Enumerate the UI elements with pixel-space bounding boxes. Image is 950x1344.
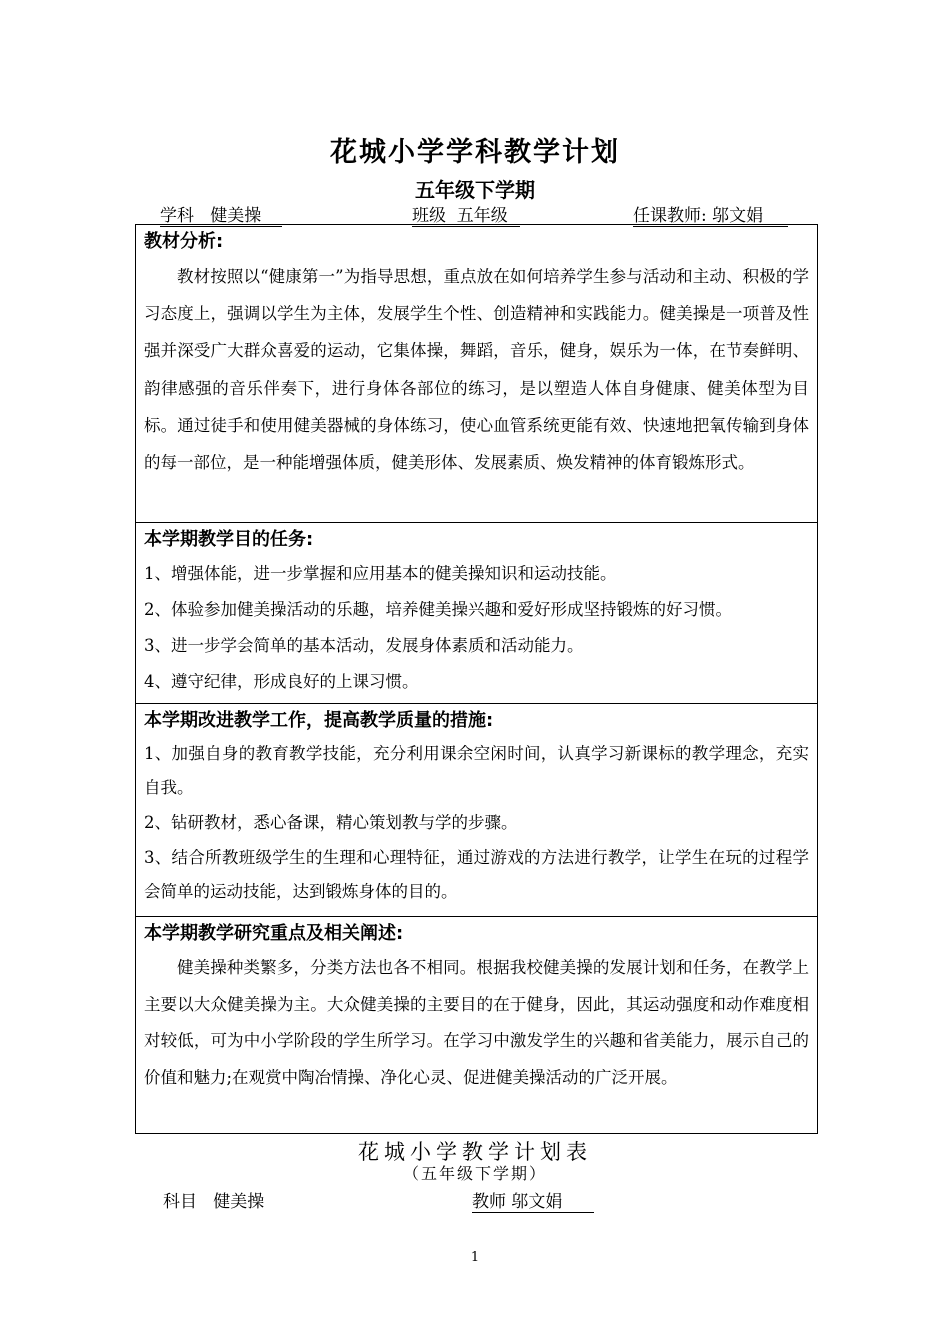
section-analysis bbox=[136, 225, 817, 523]
subject-field: 学科 健美操 bbox=[160, 201, 282, 227]
measure-item-1: 1、加强自身的教育教学技能，充分利用课余空闲时间，认真学习新课标的教学理念，充实自我。 bbox=[144, 744, 809, 797]
measure-item-2: 2、钻研教材，悉心备课，精心策划教与学的步骤。 bbox=[144, 813, 518, 832]
section-goals bbox=[136, 523, 817, 704]
goal-item-4: 4、遵守纪律，形成良好的上课习惯。 bbox=[144, 672, 419, 691]
goals-heading: 本学期教学目的任务: bbox=[144, 529, 314, 550]
plan-table-subtitle: （五年级下学期） bbox=[402, 1164, 547, 1183]
plan-table-title: 花城小学教学计划表 bbox=[358, 1140, 592, 1164]
section-measures bbox=[136, 704, 817, 917]
page-subtitle: 五年级下学期 bbox=[415, 178, 535, 202]
analysis-heading: 教材分析: bbox=[144, 231, 224, 252]
page-title: 花城小学学科教学计划 bbox=[330, 137, 620, 168]
plan-teacher-field: 教师 邬文娟 bbox=[472, 1187, 594, 1213]
plan-subject-field: 科目 健美操 bbox=[163, 1192, 265, 1212]
goal-item-3: 3、进一步学会简单的基本活动，发展身体素质和活动能力。 bbox=[144, 636, 584, 655]
goal-item-2: 2、体验参加健美操活动的乐趣，培养健美操兴趣和爱好形成坚持锻炼的好习惯。 bbox=[144, 600, 732, 619]
class-field: 班级 五年级 bbox=[412, 201, 520, 227]
measure-item-3: 3、结合所教班级学生的生理和心理特征，通过游戏的方法进行教学，让学生在玩的过程学会简单的运动技能，达到锻炼身体的目的。 bbox=[144, 848, 809, 901]
measures-heading: 本学期改进教学工作，提高教学质量的措施: bbox=[144, 710, 494, 731]
research-text: 健美操种类繁多，分类方法也各不相同。根据我校健美操的发展计划和任务，在教学上主要以大众健美操为主。大众健美操的主要目的在于健身，因此，其运动强度和动作难度相对较低，可为中小学阶段的学生所学习。在学习中激发学生的兴趣和省美能力，展示自己的价值和魅力;在观赏中陶冶情操、净化心灵、促进健美操活动的广泛开展。 bbox=[144, 958, 809, 1087]
page-number: 1 bbox=[470, 1250, 480, 1265]
teacher-field: 任课教师: 邬文娟 bbox=[633, 201, 788, 227]
section-research bbox=[136, 917, 817, 1133]
research-heading: 本学期教学研究重点及相关阐述: bbox=[144, 923, 404, 944]
plan-content-table bbox=[135, 224, 818, 1134]
analysis-text: 教材按照以“健康第一”为指导思想，重点放在如何培养学生参与活动和主动、积极的学习态度上，强调以学生为主体，发展学生个性、创造精神和实践能力。健美操是一项普及性强并深受广大群众喜爱的运动，它集体操，舞蹈，音乐，健身，娱乐为一体，在节奏鲜明、韵律感强的音乐伴奏下，进行身体各部位的练习，是以塑造人体自身健康、健美体型为目标。通过徒手和使用健美器械的身体练习，使心血管系统更能有效、快速地把氧传输到身体的每一部位，是一种能增强体质，健美形体、发展素质、焕发精神的体育锻炼形式。 bbox=[144, 267, 809, 473]
goal-item-1: 1、增强体能，进一步掌握和应用基本的健美操知识和运动技能。 bbox=[144, 564, 617, 583]
